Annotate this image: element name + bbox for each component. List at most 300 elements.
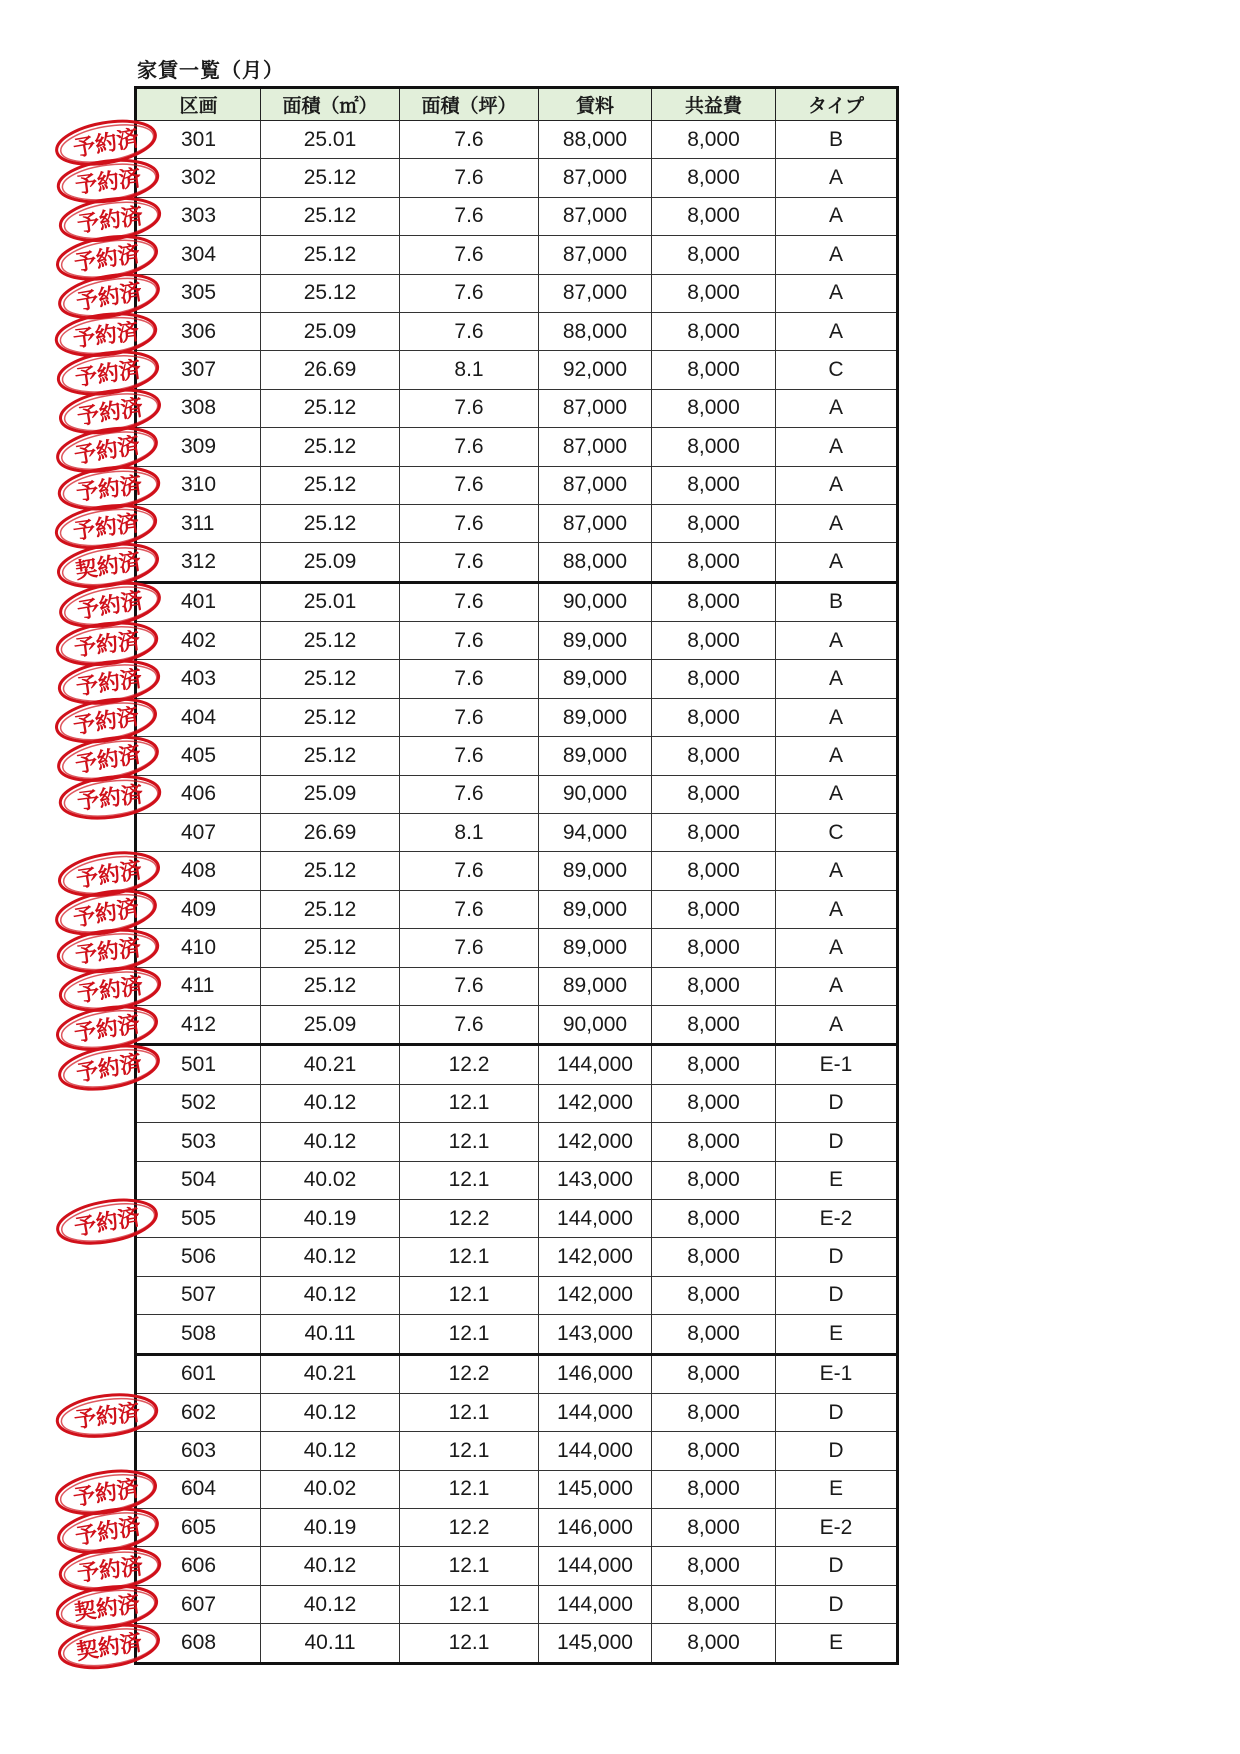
column-header-area-tsubo: 面積（坪） [400, 88, 539, 121]
type-cell: A [776, 1005, 898, 1044]
unit-cell: 506 [136, 1238, 261, 1276]
unit-cell: 604 [136, 1470, 261, 1508]
area-sqm-cell: 25.12 [261, 852, 400, 890]
table-row [136, 1238, 898, 1276]
area-sqm-cell: 26.69 [261, 351, 400, 389]
type-cell: E-1 [776, 1045, 898, 1084]
area-tsubo-cell: 7.6 [400, 967, 539, 1005]
common-fee-cell: 8,000 [652, 312, 776, 350]
unit-cell: 311 [136, 504, 261, 542]
area-tsubo-cell: 7.6 [400, 660, 539, 698]
area-tsubo-cell: 12.1 [400, 1393, 539, 1431]
common-fee-cell: 8,000 [652, 582, 776, 621]
area-tsubo-cell: 7.6 [400, 622, 539, 660]
unit-cell: 304 [136, 236, 261, 274]
type-cell: A [776, 504, 898, 542]
area-sqm-cell: 25.01 [261, 582, 400, 621]
unit-cell: 508 [136, 1315, 261, 1354]
unit-cell: 404 [136, 698, 261, 736]
area-sqm-cell: 40.12 [261, 1238, 400, 1276]
table-row [136, 582, 898, 621]
type-cell: E-2 [776, 1199, 898, 1237]
rent-cell: 90,000 [539, 1005, 652, 1044]
table-row [136, 1585, 898, 1623]
stamp-label: 予約済 [75, 973, 145, 1008]
area-sqm-cell: 25.12 [261, 197, 400, 235]
area-tsubo-cell: 7.6 [400, 929, 539, 967]
type-cell: D [776, 1585, 898, 1623]
table-row [136, 121, 898, 159]
common-fee-cell: 8,000 [652, 1509, 776, 1547]
stamp-label: 予約済 [75, 782, 145, 816]
stamp-label: 予約済 [71, 319, 141, 353]
unit-cell: 309 [136, 428, 261, 466]
common-fee-cell: 8,000 [652, 428, 776, 466]
area-tsubo-cell: 7.6 [400, 543, 539, 582]
rent-cell: 90,000 [539, 582, 652, 621]
common-fee-cell: 8,000 [652, 1624, 776, 1663]
stamp-label: 予約済 [72, 628, 142, 662]
stamp-label: 予約済 [74, 473, 144, 507]
area-tsubo-cell: 7.6 [400, 121, 539, 159]
rent-cell: 89,000 [539, 929, 652, 967]
page-title: 家賃一覧（月） [137, 58, 284, 82]
area-tsubo-cell: 7.6 [400, 1005, 539, 1044]
common-fee-cell: 8,000 [652, 121, 776, 159]
stamp-label: 予約済 [72, 433, 142, 470]
type-cell: A [776, 312, 898, 350]
table-row [136, 504, 898, 542]
stamp-label: 予約済 [73, 357, 143, 392]
stamp-label: 予約済 [74, 858, 144, 894]
area-tsubo-cell: 7.6 [400, 504, 539, 542]
area-sqm-cell: 25.12 [261, 389, 400, 427]
type-cell: C [776, 814, 898, 852]
area-sqm-cell: 40.12 [261, 1393, 400, 1431]
table-row [136, 1509, 898, 1547]
table-row [136, 929, 898, 967]
area-tsubo-cell: 12.2 [400, 1199, 539, 1237]
stamp-label: 予約済 [72, 241, 142, 277]
table-row [136, 737, 898, 775]
rent-cell: 89,000 [539, 737, 652, 775]
table-row [136, 814, 898, 852]
table-row [136, 159, 898, 197]
type-cell: A [776, 967, 898, 1005]
table-row [136, 1624, 898, 1663]
table-row [136, 1123, 898, 1161]
area-tsubo-cell: 7.6 [400, 775, 539, 813]
area-sqm-cell: 25.12 [261, 236, 400, 274]
area-sqm-cell: 25.12 [261, 622, 400, 660]
unit-cell: 402 [136, 622, 261, 660]
type-cell: D [776, 1547, 898, 1585]
unit-cell: 312 [136, 543, 261, 582]
area-sqm-cell: 40.19 [261, 1199, 400, 1237]
type-cell: A [776, 660, 898, 698]
area-sqm-cell: 25.12 [261, 274, 400, 312]
common-fee-cell: 8,000 [652, 1005, 776, 1044]
rent-cell: 145,000 [539, 1470, 652, 1508]
area-tsubo-cell: 12.1 [400, 1123, 539, 1161]
stamp-label: 予約済 [71, 895, 141, 933]
rent-cell: 89,000 [539, 967, 652, 1005]
common-fee-cell: 8,000 [652, 504, 776, 542]
table-row [136, 1045, 898, 1084]
type-cell: D [776, 1238, 898, 1276]
area-tsubo-cell: 12.1 [400, 1315, 539, 1354]
area-sqm-cell: 40.19 [261, 1509, 400, 1547]
unit-cell: 303 [136, 197, 261, 235]
rent-cell: 88,000 [539, 121, 652, 159]
area-sqm-cell: 25.09 [261, 543, 400, 582]
area-sqm-cell: 40.12 [261, 1585, 400, 1623]
rent-cell: 142,000 [539, 1123, 652, 1161]
unit-cell: 308 [136, 389, 261, 427]
stamp-label: 予約済 [72, 1012, 142, 1048]
type-cell: E [776, 1470, 898, 1508]
type-cell: A [776, 852, 898, 890]
common-fee-cell: 8,000 [652, 1238, 776, 1276]
area-sqm-cell: 40.12 [261, 1123, 400, 1161]
rent-cell: 144,000 [539, 1547, 652, 1585]
unit-cell: 411 [136, 967, 261, 1005]
unit-cell: 503 [136, 1123, 261, 1161]
area-sqm-cell: 25.12 [261, 698, 400, 736]
unit-cell: 502 [136, 1084, 261, 1122]
area-tsubo-cell: 7.6 [400, 890, 539, 928]
stamp-label: 予約済 [72, 1205, 142, 1242]
type-cell: A [776, 159, 898, 197]
column-header-unit: 区画 [136, 88, 261, 121]
rent-cell: 90,000 [539, 775, 652, 813]
type-cell: A [776, 428, 898, 466]
common-fee-cell: 8,000 [652, 1199, 776, 1237]
rent-cell: 143,000 [539, 1161, 652, 1199]
common-fee-cell: 8,000 [652, 1470, 776, 1508]
area-sqm-cell: 40.11 [261, 1624, 400, 1663]
area-sqm-cell: 40.12 [261, 1084, 400, 1122]
area-sqm-cell: 25.12 [261, 466, 400, 504]
rent-cell: 142,000 [539, 1238, 652, 1276]
type-cell: A [776, 890, 898, 928]
stamp-label: 予約済 [73, 166, 143, 200]
unit-cell: 601 [136, 1354, 261, 1393]
common-fee-cell: 8,000 [652, 236, 776, 274]
area-sqm-cell: 25.09 [261, 775, 400, 813]
unit-cell: 507 [136, 1276, 261, 1314]
rent-cell: 144,000 [539, 1393, 652, 1431]
common-fee-cell: 8,000 [652, 1084, 776, 1122]
table-row [136, 852, 898, 890]
table-row [136, 466, 898, 504]
rent-cell: 144,000 [539, 1199, 652, 1237]
type-cell: A [776, 274, 898, 312]
table-row [136, 1354, 898, 1393]
area-tsubo-cell: 7.6 [400, 852, 539, 890]
type-cell: A [776, 622, 898, 660]
common-fee-cell: 8,000 [652, 1585, 776, 1623]
area-sqm-cell: 25.12 [261, 737, 400, 775]
common-fee-cell: 8,000 [652, 1432, 776, 1470]
area-sqm-cell: 25.12 [261, 504, 400, 542]
table-body [136, 121, 898, 1664]
common-fee-cell: 8,000 [652, 622, 776, 660]
area-sqm-cell: 40.12 [261, 1547, 400, 1585]
common-fee-cell: 8,000 [652, 274, 776, 312]
stamp-label: 予約済 [73, 935, 143, 969]
unit-cell: 603 [136, 1432, 261, 1470]
table-row [136, 236, 898, 274]
area-sqm-cell: 25.12 [261, 929, 400, 967]
unit-cell: 406 [136, 775, 261, 813]
column-header-common-fee: 共益費 [652, 88, 776, 121]
type-cell: D [776, 1276, 898, 1314]
common-fee-cell: 8,000 [652, 1354, 776, 1393]
area-sqm-cell: 25.12 [261, 428, 400, 466]
table-row [136, 1315, 898, 1354]
rent-cell: 144,000 [539, 1432, 652, 1470]
common-fee-cell: 8,000 [652, 852, 776, 890]
table-row [136, 622, 898, 660]
rent-cell: 144,000 [539, 1045, 652, 1084]
unit-cell: 504 [136, 1161, 261, 1199]
rent-cell: 146,000 [539, 1354, 652, 1393]
common-fee-cell: 8,000 [652, 1123, 776, 1161]
unit-cell: 605 [136, 1509, 261, 1547]
table-row [136, 312, 898, 350]
area-sqm-cell: 40.21 [261, 1354, 400, 1393]
rent-table [134, 86, 899, 1665]
rent-cell: 92,000 [539, 351, 652, 389]
area-sqm-cell: 40.02 [261, 1161, 400, 1199]
table-row [136, 274, 898, 312]
type-cell: E [776, 1624, 898, 1663]
rent-cell: 144,000 [539, 1585, 652, 1623]
area-tsubo-cell: 7.6 [400, 698, 539, 736]
common-fee-cell: 8,000 [652, 737, 776, 775]
type-cell: E-1 [776, 1354, 898, 1393]
area-sqm-cell: 40.21 [261, 1045, 400, 1084]
type-cell: A [776, 389, 898, 427]
rent-cell: 89,000 [539, 698, 652, 736]
rent-cell: 89,000 [539, 890, 652, 928]
table-row [136, 698, 898, 736]
stamp-label: 予約済 [74, 1051, 144, 1088]
rent-cell: 87,000 [539, 159, 652, 197]
common-fee-cell: 8,000 [652, 466, 776, 504]
column-header-type: タイプ [776, 88, 898, 121]
rent-cell: 87,000 [539, 466, 652, 504]
stamp-label: 契約済 [72, 1592, 142, 1626]
rent-cell: 87,000 [539, 389, 652, 427]
area-tsubo-cell: 12.1 [400, 1547, 539, 1585]
unit-cell: 305 [136, 274, 261, 312]
type-cell: A [776, 466, 898, 504]
unit-cell: 302 [136, 159, 261, 197]
common-fee-cell: 8,000 [652, 814, 776, 852]
area-sqm-cell: 40.02 [261, 1470, 400, 1508]
type-cell: A [776, 775, 898, 813]
type-cell: D [776, 1123, 898, 1161]
type-cell: D [776, 1084, 898, 1122]
common-fee-cell: 8,000 [652, 1276, 776, 1314]
unit-cell: 608 [136, 1624, 261, 1663]
table-row [136, 1161, 898, 1199]
area-sqm-cell: 26.69 [261, 814, 400, 852]
common-fee-cell: 8,000 [652, 890, 776, 928]
area-tsubo-cell: 8.1 [400, 814, 539, 852]
unit-cell: 401 [136, 582, 261, 621]
area-sqm-cell: 40.12 [261, 1432, 400, 1470]
unit-cell: 607 [136, 1585, 261, 1623]
rent-cell: 94,000 [539, 814, 652, 852]
table-row [136, 775, 898, 813]
common-fee-cell: 8,000 [652, 159, 776, 197]
area-sqm-cell: 25.01 [261, 121, 400, 159]
unit-cell: 403 [136, 660, 261, 698]
common-fee-cell: 8,000 [652, 698, 776, 736]
common-fee-cell: 8,000 [652, 1393, 776, 1431]
stamp-label: 予約済 [75, 1554, 145, 1588]
common-fee-cell: 8,000 [652, 967, 776, 1005]
type-cell: A [776, 737, 898, 775]
table-row [136, 1084, 898, 1122]
area-sqm-cell: 25.09 [261, 1005, 400, 1044]
area-tsubo-cell: 7.6 [400, 236, 539, 274]
table-row [136, 660, 898, 698]
area-tsubo-cell: 12.1 [400, 1432, 539, 1470]
unit-cell: 408 [136, 852, 261, 890]
rent-cell: 87,000 [539, 197, 652, 235]
table-header-row [136, 88, 898, 121]
rent-cell: 87,000 [539, 504, 652, 542]
area-tsubo-cell: 12.2 [400, 1045, 539, 1084]
area-sqm-cell: 25.12 [261, 890, 400, 928]
column-header-rent: 賃料 [539, 88, 652, 121]
unit-cell: 310 [136, 466, 261, 504]
table-row [136, 1393, 898, 1431]
common-fee-cell: 8,000 [652, 197, 776, 235]
table-row [136, 1276, 898, 1314]
rent-cell: 142,000 [539, 1276, 652, 1314]
rent-cell: 143,000 [539, 1315, 652, 1354]
type-cell: A [776, 698, 898, 736]
unit-cell: 602 [136, 1393, 261, 1431]
area-tsubo-cell: 12.1 [400, 1161, 539, 1199]
area-sqm-cell: 25.09 [261, 312, 400, 350]
table-row [136, 1547, 898, 1585]
table-row [136, 1470, 898, 1508]
area-sqm-cell: 40.12 [261, 1276, 400, 1314]
area-tsubo-cell: 7.6 [400, 737, 539, 775]
type-cell: E [776, 1161, 898, 1199]
stamp-label: 予約済 [74, 666, 144, 701]
area-tsubo-cell: 12.1 [400, 1276, 539, 1314]
type-cell: E-2 [776, 1509, 898, 1547]
unit-cell: 505 [136, 1199, 261, 1237]
table-row [136, 1199, 898, 1237]
area-tsubo-cell: 7.6 [400, 466, 539, 504]
type-cell: A [776, 197, 898, 235]
area-tsubo-cell: 12.1 [400, 1238, 539, 1276]
table-row [136, 543, 898, 582]
stamp-label: 予約済 [73, 1514, 143, 1551]
type-cell: C [776, 351, 898, 389]
stamp-label: 予約済 [71, 1476, 141, 1512]
column-header-area-sqm: 面積（㎡） [261, 88, 400, 121]
unit-cell: 407 [136, 814, 261, 852]
common-fee-cell: 8,000 [652, 1547, 776, 1585]
unit-cell: 409 [136, 890, 261, 928]
common-fee-cell: 8,000 [652, 660, 776, 698]
common-fee-cell: 8,000 [652, 775, 776, 813]
area-tsubo-cell: 12.1 [400, 1624, 539, 1663]
area-tsubo-cell: 7.6 [400, 274, 539, 312]
stamp-label: 予約済 [73, 742, 143, 779]
stamp-label: 契約済 [74, 1630, 144, 1666]
rent-cell: 142,000 [539, 1084, 652, 1122]
common-fee-cell: 8,000 [652, 929, 776, 967]
common-fee-cell: 8,000 [652, 1045, 776, 1084]
common-fee-cell: 8,000 [652, 543, 776, 582]
unit-cell: 306 [136, 312, 261, 350]
table-row [136, 197, 898, 235]
stamp-label: 予約済 [75, 203, 145, 238]
area-sqm-cell: 40.11 [261, 1315, 400, 1354]
table-row [136, 1432, 898, 1470]
table-row [136, 967, 898, 1005]
area-tsubo-cell: 7.6 [400, 428, 539, 466]
area-tsubo-cell: 12.1 [400, 1470, 539, 1508]
area-tsubo-cell: 8.1 [400, 351, 539, 389]
type-cell: E [776, 1315, 898, 1354]
table-row [136, 389, 898, 427]
stamp-label: 予約済 [71, 511, 141, 546]
table-row [136, 351, 898, 389]
stamp-label: 契約済 [73, 549, 143, 585]
area-tsubo-cell: 7.6 [400, 312, 539, 350]
unit-cell: 405 [136, 737, 261, 775]
rent-cell: 87,000 [539, 274, 652, 312]
area-sqm-cell: 25.12 [261, 159, 400, 197]
area-tsubo-cell: 7.6 [400, 197, 539, 235]
type-cell: D [776, 1432, 898, 1470]
type-cell: D [776, 1393, 898, 1431]
common-fee-cell: 8,000 [652, 1315, 776, 1354]
rent-cell: 146,000 [539, 1509, 652, 1547]
rent-cell: 89,000 [539, 660, 652, 698]
rent-cell: 89,000 [539, 622, 652, 660]
area-tsubo-cell: 12.2 [400, 1509, 539, 1547]
table-row [136, 890, 898, 928]
area-tsubo-cell: 12.2 [400, 1354, 539, 1393]
common-fee-cell: 8,000 [652, 351, 776, 389]
rent-cell: 89,000 [539, 852, 652, 890]
rent-cell: 87,000 [539, 236, 652, 274]
unit-cell: 501 [136, 1045, 261, 1084]
area-sqm-cell: 25.12 [261, 660, 400, 698]
type-cell: A [776, 236, 898, 274]
type-cell: A [776, 929, 898, 967]
stamp-label: 予約済 [71, 704, 141, 740]
table-row [136, 1005, 898, 1044]
common-fee-cell: 8,000 [652, 1161, 776, 1199]
unit-cell: 410 [136, 929, 261, 967]
area-sqm-cell: 25.12 [261, 967, 400, 1005]
stamp-label: 予約済 [74, 279, 144, 316]
unit-cell: 606 [136, 1547, 261, 1585]
